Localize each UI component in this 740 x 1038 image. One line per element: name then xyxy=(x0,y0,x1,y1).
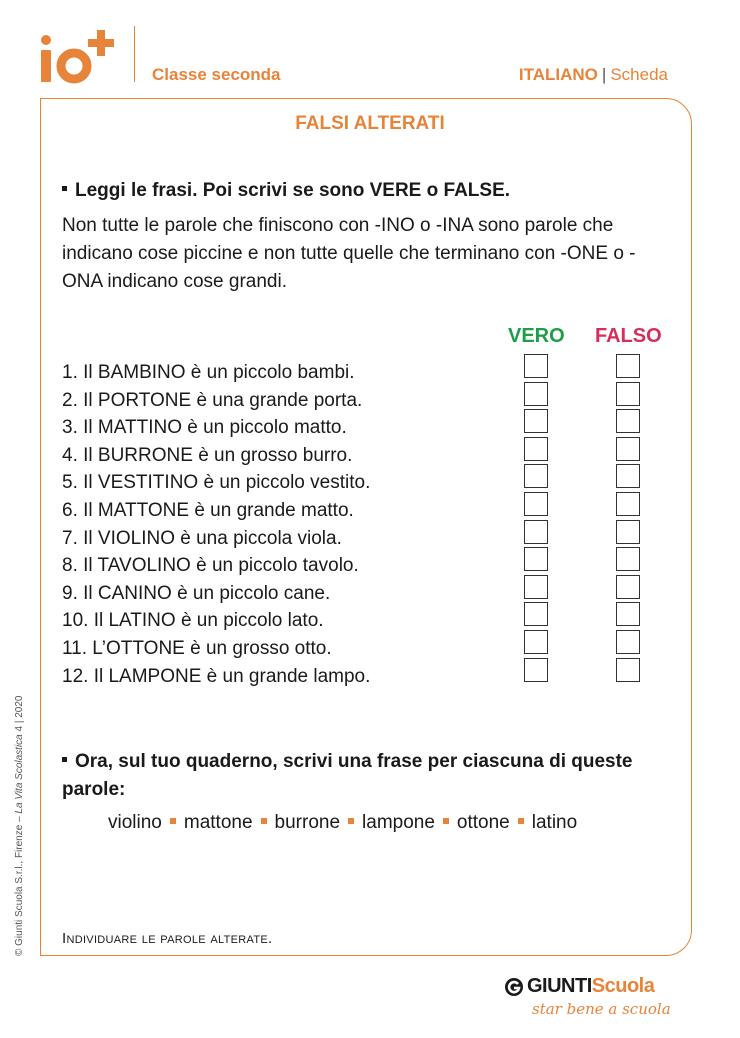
statement-item: 6. Il MATTONE è un grande matto. xyxy=(62,499,354,521)
copyright-prefix: © Giunti Scuola S.r.l., Firenze – xyxy=(14,813,25,956)
copyright-magazine: La Vita Scolastica xyxy=(14,734,25,814)
publisher-name-scuola: Scuola xyxy=(591,975,655,997)
separator-square-icon xyxy=(518,818,524,824)
vero-checkbox[interactable] xyxy=(524,354,548,378)
instruction-1 xyxy=(62,180,510,202)
sheet-type: Scheda xyxy=(610,65,668,84)
statement-item: 9. Il CANINO è un piccolo cane. xyxy=(62,582,331,604)
word-item: lampone xyxy=(362,812,435,833)
statement-item: 7. Il VIOLINO è una piccola viola. xyxy=(62,527,342,549)
subject-separator: | xyxy=(601,65,607,84)
vero-checkbox[interactable] xyxy=(524,464,548,488)
separator-square-icon xyxy=(443,818,449,824)
falso-checkbox[interactable] xyxy=(616,409,640,433)
statement-list xyxy=(62,359,370,690)
copyright-note xyxy=(14,696,25,957)
header-divider xyxy=(134,26,135,82)
vero-checkbox[interactable] xyxy=(524,658,548,682)
vero-checkbox[interactable] xyxy=(524,520,548,544)
vero-checkbox[interactable] xyxy=(524,630,548,654)
word-list xyxy=(108,812,577,834)
vero-checkbox[interactable] xyxy=(524,437,548,461)
vero-checkbox[interactable] xyxy=(524,382,548,406)
bullet-icon xyxy=(62,757,67,762)
separator-square-icon xyxy=(261,818,267,824)
statement-item: 10. Il LATINO è un piccolo lato. xyxy=(62,610,324,632)
falso-checkbox[interactable] xyxy=(616,575,640,599)
falso-checkbox[interactable] xyxy=(616,630,640,654)
falso-checkbox[interactable] xyxy=(616,354,640,378)
copyright-suffix: 4 | 2020 xyxy=(14,695,25,735)
vero-checkbox[interactable] xyxy=(524,602,548,626)
intro-paragraph: Non tutte le parole che finiscono con -INO o -INA sono parole che indicano cose piccine e non tutte quelle che terminano con -ONE o -ONA indicano cose grandi. xyxy=(62,215,636,292)
io-plus-logo xyxy=(38,28,120,84)
statement-item: 11. L’OTTONE è un grosso otto. xyxy=(62,637,332,659)
word-item: ottone xyxy=(456,812,510,833)
publisher-tagline: star bene a scuola xyxy=(532,1000,671,1018)
bullet-icon xyxy=(62,186,67,191)
falso-checkbox[interactable] xyxy=(616,602,640,626)
word-item: violino xyxy=(108,812,162,833)
falso-checkbox[interactable] xyxy=(616,464,640,488)
publisher-logo xyxy=(504,975,654,998)
statement-item: 1. Il BAMBINO è un piccolo bambi. xyxy=(62,362,355,383)
learning-objective: Individuare le parole alterate. xyxy=(62,930,273,947)
column-header-vero: VERO xyxy=(508,325,565,347)
subject-label xyxy=(519,65,668,85)
vero-checkbox[interactable] xyxy=(524,409,548,433)
vero-checkbox[interactable] xyxy=(524,492,548,516)
falso-checkbox[interactable] xyxy=(616,382,640,406)
publisher-name: GIUNTI xyxy=(527,975,592,997)
statement-item: 3. Il MATTINO è un piccolo matto. xyxy=(62,417,347,439)
vero-checkbox[interactable] xyxy=(524,575,548,599)
page-title: FALSI ALTERATI xyxy=(295,113,445,134)
subject-name: ITALIANO xyxy=(518,65,598,84)
statement-item: 2. Il PORTONE è una grande porta. xyxy=(62,389,363,411)
falso-checkbox[interactable] xyxy=(616,492,640,516)
instruction-1-text: Leggi le frasi. Poi scrivi se sono VERE o FALSE. xyxy=(75,180,511,201)
statement-item: 12. Il LAMPONE è un grande lampo. xyxy=(62,665,371,687)
statement-item: 8. Il TAVOLINO è un piccolo tavolo. xyxy=(62,555,359,577)
falso-checkbox[interactable] xyxy=(616,437,640,461)
instruction-2-text: Ora, sul tuo quaderno, scrivi una frase per ciascuna di queste parole: xyxy=(62,751,633,800)
grade-label: Classe seconda xyxy=(152,65,281,84)
statement-item: 5. Il VESTITINO è un piccolo vestito. xyxy=(62,472,371,494)
vero-checkbox[interactable] xyxy=(524,547,548,571)
word-item: burrone xyxy=(274,812,341,833)
instruction-2 xyxy=(62,748,662,804)
falso-checkbox[interactable] xyxy=(616,658,640,682)
falso-checkbox[interactable] xyxy=(616,547,640,571)
giunti-g-icon xyxy=(504,977,524,997)
column-header-falso: FALSO xyxy=(595,325,662,347)
word-item: mattone xyxy=(183,812,253,833)
falso-checkbox[interactable] xyxy=(616,520,640,544)
statement-item: 4. Il BURRONE è un grosso burro. xyxy=(62,444,353,466)
publisher-brand xyxy=(504,975,654,998)
word-item: latino xyxy=(531,812,578,833)
separator-square-icon xyxy=(170,818,176,824)
separator-square-icon xyxy=(348,818,354,824)
